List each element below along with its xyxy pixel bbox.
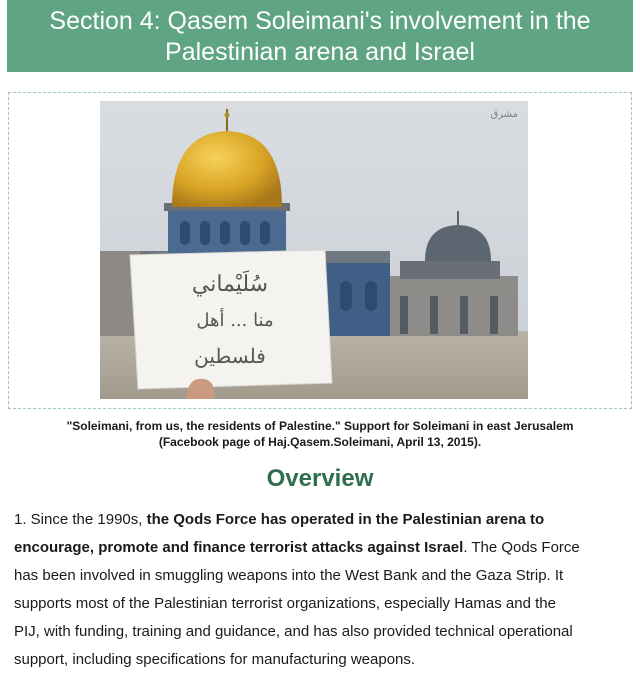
- sign-line-2: منا ... أهل: [196, 310, 274, 331]
- paragraph-line-6: support, including specifications for manufacturing weapons.: [14, 651, 416, 668]
- paragraph-line-1: [14, 506, 628, 534]
- paragraph-line-2: [14, 534, 628, 562]
- paragraph-line-5: PIJ, with funding, training and guidance, and has also provided technical operational: [14, 623, 573, 640]
- watermark-text: مشرق: [490, 109, 518, 120]
- paragraph-bold: encourage, promote and finance terrorist attacks against Israel: [14, 539, 464, 556]
- photo-caption: [0, 418, 640, 450]
- paragraph-text: 1. Since the 1990s,: [14, 511, 147, 528]
- paragraph-line-4: supports most of the Palestinian terrorist organizations, especially Hamas and the: [14, 595, 556, 612]
- caption-line-1: "Soleimani, from us, the residents of Palestine." Support for Soleimani in east Jerusalem: [66, 419, 574, 433]
- overview-paragraph: [14, 506, 628, 674]
- handwritten-sign: [130, 250, 332, 389]
- section-title-line-1: Section 4: Qasem Soleimani's involvement in the: [49, 7, 591, 35]
- section-title-line-2: Palestinian arena and Israel: [165, 38, 475, 66]
- section-header: [7, 0, 633, 72]
- dome-of-the-rock-photo: [100, 101, 528, 399]
- paragraph-bold: the Qods Force has operated in the Palestinian arena to: [146, 511, 545, 528]
- caption-line-2: (Facebook page of Haj.Qasem.Soleimani, April 13, 2015).: [158, 435, 482, 449]
- sign-line-1: سُلَيْماني: [191, 272, 269, 297]
- sign-line-3: فلسطين: [194, 344, 266, 368]
- paragraph-line-3: has been involved in smuggling weapons into the West Bank and the Gaza Strip. It: [14, 567, 564, 584]
- paragraph-text: . The Qods Force: [463, 539, 580, 556]
- overview-heading: Overview: [266, 465, 374, 492]
